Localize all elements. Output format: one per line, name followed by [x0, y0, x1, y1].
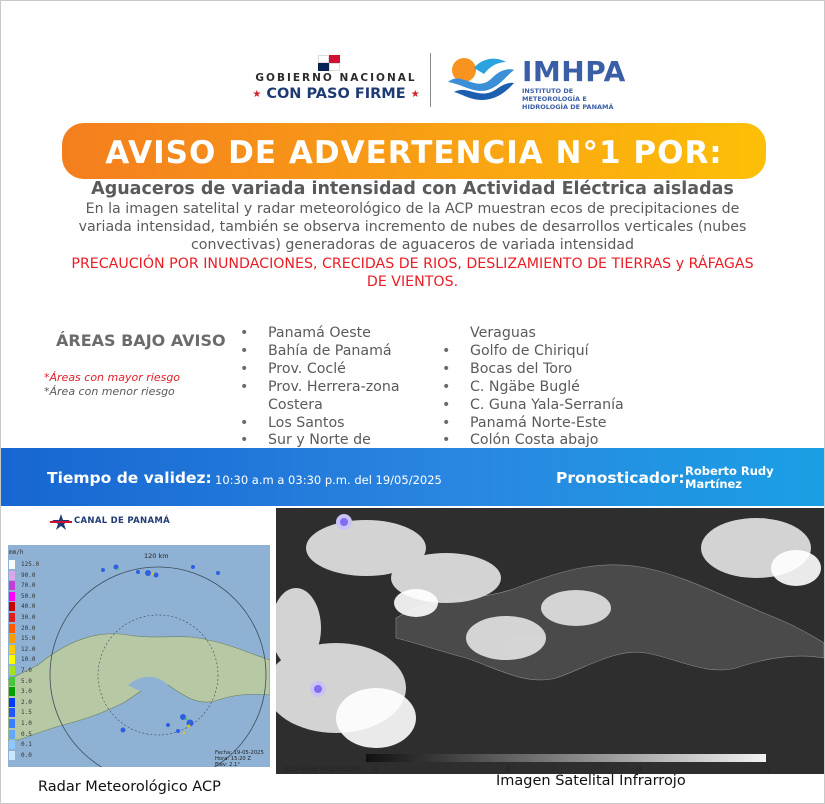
radar-scale-label: 5.0 [21, 677, 32, 685]
radar-meta-date: Fecha: 19-05-2025 [215, 750, 264, 756]
canal-logo-icon [50, 513, 72, 531]
radar-range-label: 120 km [144, 552, 169, 560]
radar-scale-label: 20.0 [21, 624, 36, 632]
list-item: • Prov. Coclé [240, 361, 430, 379]
slogan-text: CON PASO FIRME [266, 86, 406, 102]
alert-subtitle: Aguaceros de variada intensidad con Actividad Eléctrica aisladas [91, 179, 734, 199]
radar-scale-label: 12.0 [21, 645, 36, 653]
list-item: • Prov. Herrera-zona [240, 379, 430, 397]
alert-title: AVISO DE ADVERTENCIA N°1 POR: [105, 135, 723, 171]
logo-divider [430, 53, 431, 107]
areas-title: ÁREAS BAJO AVISO [56, 331, 226, 350]
star-icon: ★ [252, 89, 262, 100]
risk-legend-low: *Área con menor riesgo [44, 385, 175, 398]
radar-scale-label: 15.0 [21, 635, 36, 643]
satellite-timestamp: 2025-05-19 14:30:20 UTC [283, 766, 361, 773]
institute-full-name: INSTITUTO DE METEOROLOGÍA E HIDROLOGÍA DE PANAMÁ [522, 87, 614, 111]
panama-flag-icon [318, 55, 340, 71]
star-icon: ★ [410, 89, 420, 100]
satellite-tick: -5 [505, 766, 511, 773]
list-item: • Panamá Norte-Este [442, 415, 652, 433]
radar-scale-swatch [9, 751, 15, 760]
radar-map-image [8, 545, 270, 767]
satellite-image [276, 508, 824, 774]
areas-list-right [442, 325, 652, 448]
radar-scale-swatch [9, 719, 15, 728]
list-item: • C. Ngäbe Buglé [442, 379, 652, 397]
radar-scale-swatch [9, 560, 15, 569]
radar-scale-label: 1.5 [21, 709, 32, 717]
imhpa-logo-icon [446, 52, 516, 104]
government-name: GOBIERNO NACIONAL [255, 72, 417, 84]
radar-scale-label: 90.0 [21, 571, 36, 579]
radar-scale-swatch [9, 655, 15, 664]
radar-scale-swatch [9, 634, 15, 643]
list-item: • Colón Costa abajo [442, 432, 652, 448]
alert-description: En la imagen satelital y radar meteorológico de la ACP muestran ecos de precipitaciones de variada intensidad, también se observa incremento de nubes de desarrollos verticales (nubes convectivas) generadoras de aguaceros de variada intensidad [78, 201, 747, 253]
list-item: Costera [268, 396, 323, 413]
areas-list-left [240, 325, 430, 448]
radar-scale-label: 40.0 [21, 603, 36, 611]
radar-scale-label: 3.0 [21, 688, 32, 696]
radar-scale-swatch [9, 645, 15, 654]
satellite-tick: -4 [636, 766, 642, 773]
list-item: Veraguas [470, 325, 536, 341]
radar-scale-swatch [9, 602, 15, 611]
radar-scale-swatch [9, 666, 15, 675]
list-item: • Sur y Norte de [240, 432, 430, 448]
list-item: • Panamá Oeste [240, 325, 430, 343]
radar-scale-label: 30.0 [21, 614, 36, 621]
radar-scale-label: 0.0 [21, 751, 32, 759]
radar-scale-swatch [9, 698, 15, 707]
radar-scale-swatch [9, 581, 15, 590]
forecaster-name: Roberto Rudy Martínez [685, 464, 774, 491]
list-item: • C. Guna Yala-Serranía [442, 397, 652, 415]
radar-meta-time: Hora: 15:20 Z [215, 756, 251, 762]
list-item: • Bocas del Toro [442, 361, 652, 379]
radar-scale-label: 0.1 [21, 741, 32, 749]
radar-scale-swatch [9, 677, 15, 686]
list-item: • Golfo de Chiriquí [442, 343, 652, 361]
radar-scale-label: 50.0 [21, 592, 36, 600]
list-item: • Bahía de Panamá [240, 343, 430, 361]
radar-scale-swatch [9, 613, 15, 622]
list-item: • Los Santos [240, 415, 430, 433]
radar-scale-label: 10.0 [21, 656, 36, 664]
radar-meta-elev: Elev: 2.1° [215, 762, 240, 768]
institute-acronym: IMHPA [522, 55, 626, 88]
radar-scale-swatch [9, 708, 15, 717]
radar-scale-label: 2.0 [21, 698, 32, 706]
radar-scale-swatch [9, 730, 15, 739]
alert-caution: PRECAUCIÓN POR INUNDACIONES, CRECIDAS DE RIOS, DESLIZAMIENTO DE TIERRAS y RÁFAGAS DE VIENTOS. [71, 256, 754, 290]
radar-scale-label: 125.0 [21, 561, 40, 568]
government-slogan [252, 86, 420, 102]
radar-scale-swatch [9, 687, 15, 696]
satellite-tick: -6 [372, 766, 378, 773]
risk-legend-high: *Áreas con mayor riesgo [44, 371, 181, 384]
radar-scale-label: 70.0 [21, 582, 36, 590]
radar-scale-label: 7.0 [21, 667, 32, 674]
validity-value: 10:30 a.m a 03:30 p.m. del 19/05/2025 [215, 473, 442, 487]
radar-scale-label: 0.5 [21, 730, 32, 738]
radar-scale-swatch [9, 624, 15, 633]
radar-caption: Radar Meteorológico ACP [38, 779, 221, 795]
radar-units: mm/h [9, 549, 24, 556]
radar-logo-text: CANAL DE PANAMÁ [74, 516, 170, 526]
radar-scale-swatch [9, 571, 15, 580]
radar-meta [215, 750, 264, 768]
satellite-caption: Imagen Satelital Infrarrojo [496, 773, 686, 789]
radar-scale-label: 1.0 [21, 720, 32, 727]
radar-scale-swatch [9, 592, 15, 601]
validity-label: Tiempo de validez: [47, 469, 212, 487]
satellite-tick: -3 [764, 766, 770, 773]
radar-scale-swatch [9, 740, 15, 749]
forecaster-label: Pronosticador: [556, 469, 685, 487]
